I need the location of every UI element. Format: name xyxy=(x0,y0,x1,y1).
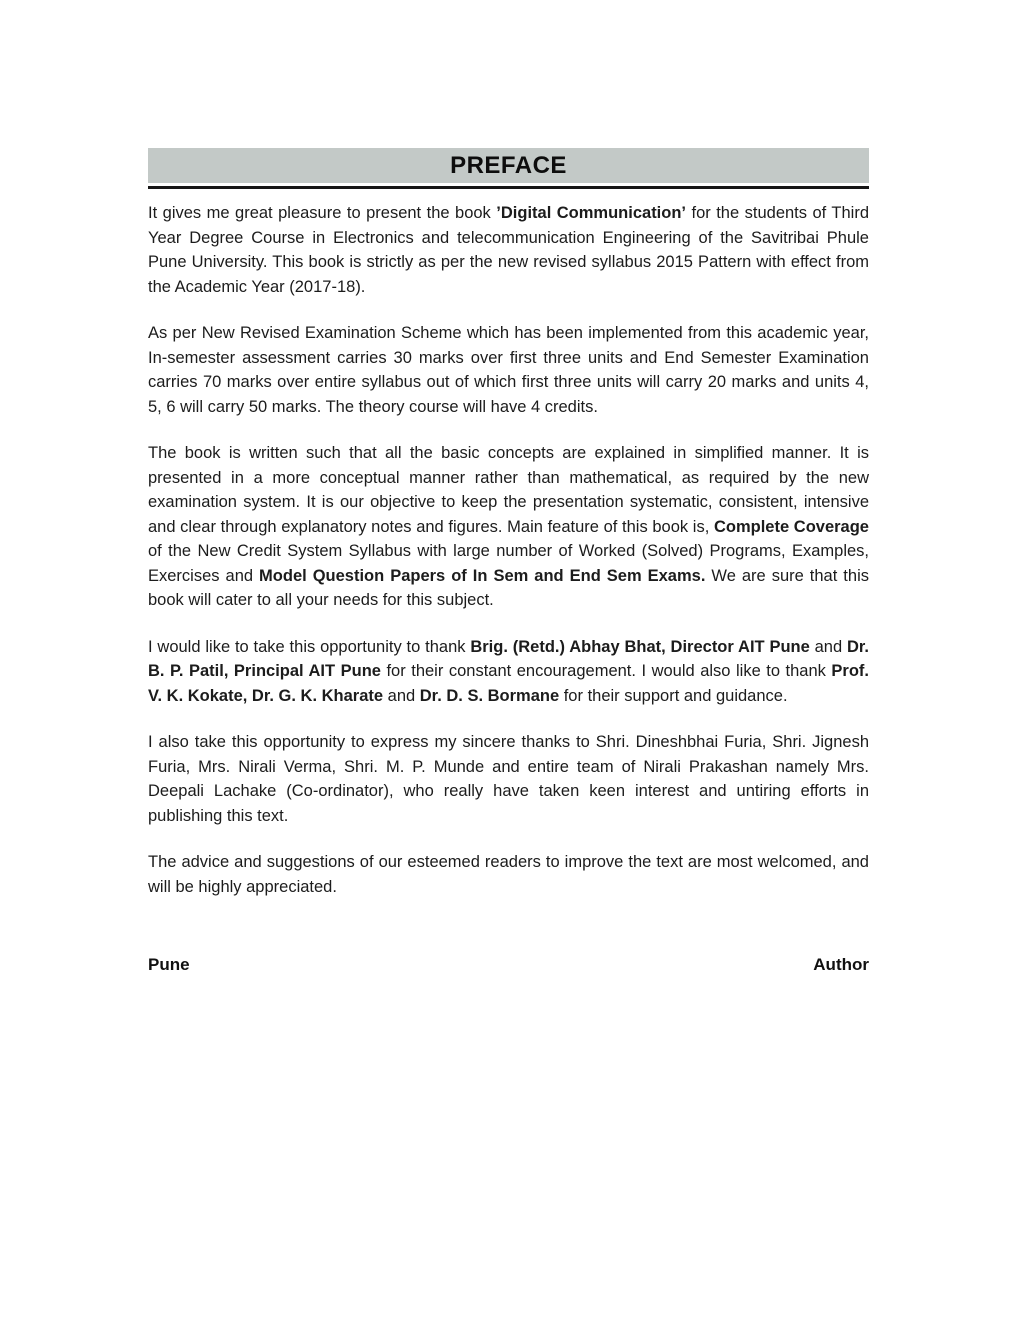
text-segment: The book is written such that all the basic concepts are explained in simplified manner. It is presented in a more conceptual manner rather than mathematical, as required by the new examination system. It is our objective to keep the presentation systematic, consistent, intensive and clear through explanatory notes and figures. Main feature of this book is, xyxy=(148,444,869,536)
text-segment: Dr. D. S. Bormane xyxy=(419,686,560,705)
text-segment: for their constant encouragement. I would also like to thank xyxy=(380,662,832,680)
text-segment: As per New Revised Examination Scheme which has been implemented from this academic year, In-semester assessment carries 30 marks over first three units and End Semester Examination carries 70 marks over entire syllabus out of which first three units will carry 20 marks and units 4, 5, 6 will carry 50 marks. The theory course will have 4 credits. xyxy=(148,324,869,416)
preface-paragraph-1 xyxy=(148,201,869,299)
text-segment: Model Question Papers of In Sem and End Sem Exams. xyxy=(259,566,706,585)
text-segment: Brig. (Retd.) Abhay Bhat, Director AIT Pune xyxy=(470,637,810,656)
text-segment: and xyxy=(383,686,420,705)
text-segment: ’Digital Communication’ xyxy=(496,204,687,222)
page-content xyxy=(148,148,869,975)
preface-paragraph-3 xyxy=(148,441,869,613)
text-segment: and xyxy=(809,637,847,656)
text-segment: for the students of Third Year Degree Course in Electronics and telecommunication Engineering of the Savitribai Phule Pune University. This book is strictly as per the new revised syllabus 2015 Pattern with effect from the Academic Year (2017-18). xyxy=(148,204,870,296)
preface-paragraph-4 xyxy=(148,635,869,709)
preface-paragraph-6 xyxy=(148,850,869,899)
text-segment: Dr. B. P. Patil, Principal AIT Pune xyxy=(148,637,869,680)
place-label: Pune xyxy=(148,955,190,974)
text-segment: of the New Credit System Syllabus with large number of Worked (Solved) Programs, Examples, Exercises and xyxy=(148,542,869,585)
preface-paragraph-2 xyxy=(148,321,869,419)
text-segment: Prof. V. K. Kokate, Dr. G. K. Kharate xyxy=(148,662,869,705)
text-segment: for their support and guidance. xyxy=(559,686,788,705)
preface-header-bar xyxy=(148,148,869,183)
header-divider xyxy=(148,186,869,189)
signature-row xyxy=(148,955,869,975)
text-segment: I would like to take this opportunity to thank xyxy=(148,637,471,656)
text-segment: Complete Coverage xyxy=(713,517,869,536)
text-segment: It gives me great pleasure to present the book xyxy=(148,204,497,222)
text-segment: We are sure that this book will cater to all your needs for this subject. xyxy=(148,566,869,609)
preface-paragraph-5 xyxy=(148,730,869,828)
author-label: Author xyxy=(813,955,869,974)
text-segment: The advice and suggestions of our esteemed readers to improve the text are most welcomed, and will be highly appreciated. xyxy=(148,853,869,896)
page-title: PREFACE xyxy=(450,151,567,179)
text-segment: I also take this opportunity to express my sincere thanks to Shri. Dineshbhai Furia, Shri. Jignesh Furia, Mrs. Nirali Verma, Shri. M. P. Munde and entire team of Nirali Prakashan namely Mrs. Deepali Lachake (Co-ordinator), who really have taken keen interest and untiring efforts in publishing this text. xyxy=(148,733,869,825)
